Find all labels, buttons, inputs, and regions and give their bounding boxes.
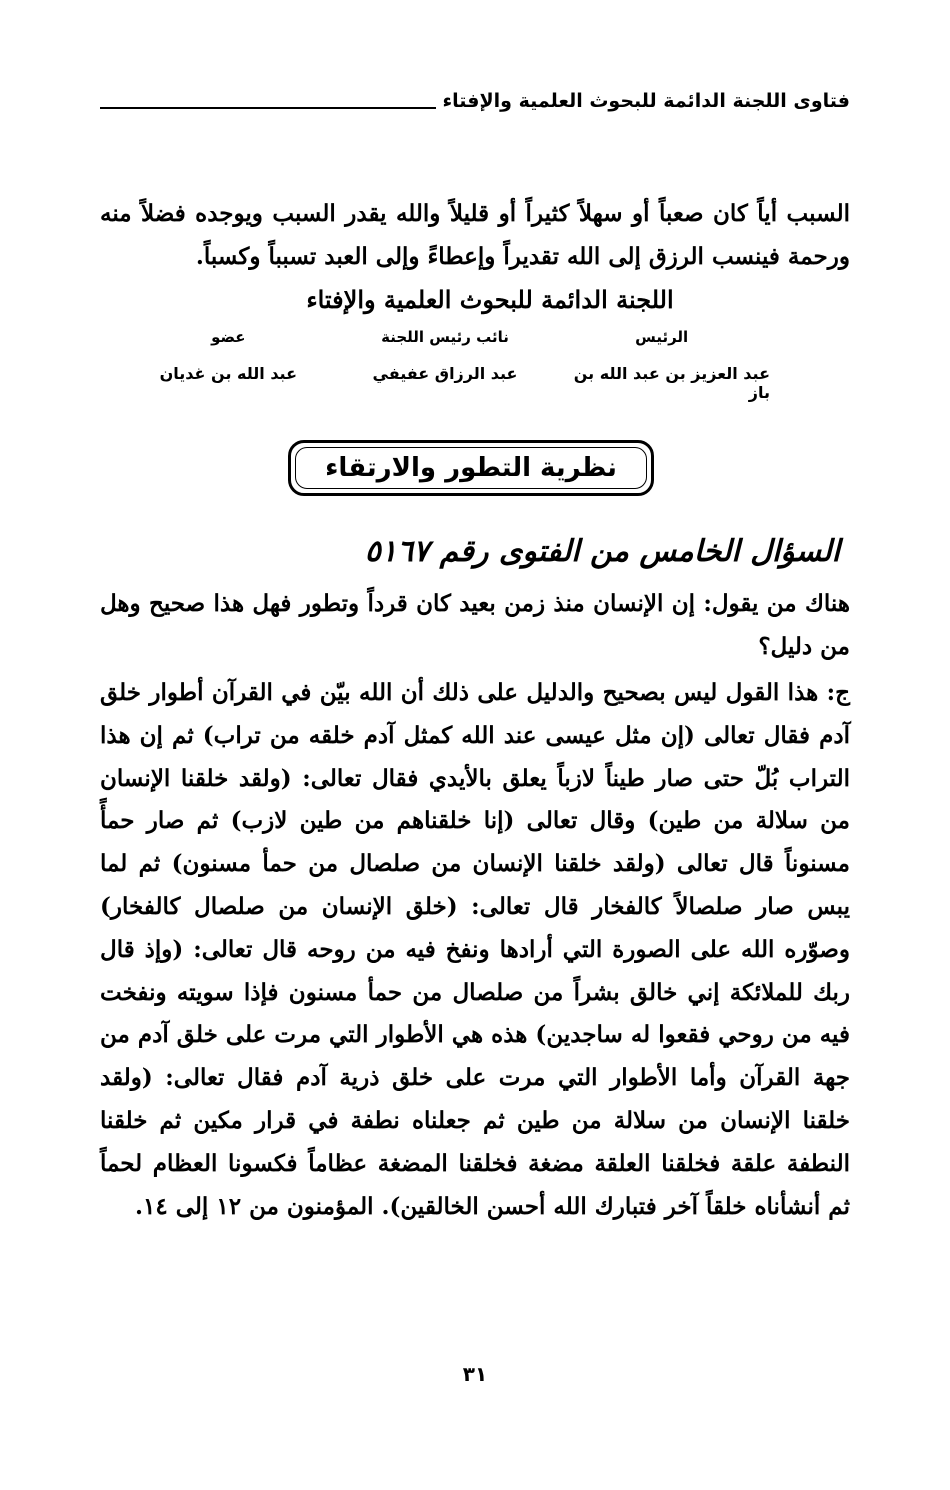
page-number: ٣١ <box>462 1362 488 1386</box>
question-heading: السؤال الخامس من الفتوى رقم ٥١٦٧ <box>364 534 840 569</box>
signatory-member <box>120 328 337 402</box>
question-text: هناك من يقول: إن الإنسان منذ زمن بعيد كان قرداً وتطور فهل هذا صحيح وهل من دليل؟ <box>100 590 850 660</box>
signatory-role: عضو <box>211 328 246 346</box>
section-title: نظرية التطور والارتقاء <box>325 453 617 483</box>
section-title-box <box>288 440 654 496</box>
signatory-name: عبد الرزاق عفيفي <box>372 364 518 383</box>
running-title: فتاوى اللجنة الدائمة للبحوث العلمية والإفتاء <box>442 90 850 112</box>
signatory-name: عبد العزيز بن عبد الله بن باز <box>573 364 770 402</box>
signatures-block <box>120 328 770 402</box>
signatory-name: عبد الله بن غديان <box>159 364 298 383</box>
committee-title: اللجنة الدائمة للبحوث العلمية والإفتاء <box>306 285 674 314</box>
signatory-role: نائب رئيس اللجنة <box>381 328 509 346</box>
answer-text: ج: هذا القول ليس بصحيح والدليل على ذلك أن الله بيّن في القرآن أطوار خلق آدم فقال تعالى (إن مثل عيسى عند الله كمثل آدم خلقه من تراب) ثم إن هذا التراب بُلّ حتى صار طيناً لازباً يعلق بالأيدي فقال تعالى: (ولقد خلقنا الإنسان من سلالة من طين) وقال تعالى (إنا خلقناهم من طين لازب) ثم صار حمأً مسنوناً قال تعالى (ولقد خلقنا الإنسان من صلصال من حمأ مسنون) ثم لما يبس صار صلصالاً كالفخار قال تعالى: (خلق الإنسان من صلصال كالفخار) وصوّره الله على الصورة التي أرادها ونفخ فيه من روحه قال تعالى: (وإذ قال ربك للملائكة إني خالق بشراً من صلصال من حمأ مسنون فإذا سويته ونفخت فيه من روحي فقعوا له ساجدين) هذه هي الأطوار التي مرت على خلق آدم من جهة القرآن وأما الأطوار التي مرت على خلق ذرية آدم فقال تعالى: (ولقد خلقنا الإنسان من سلالة من طين ثم جعلناه نطفة في قرار مكين ثم خلقنا النطفة علقة فخلقنا العلقة مضغة فخلقنا المضغة عظاماً فكسونا العظام لحماً ثم أنشأناه خلقاً آخر فتبارك الله أحسن الخالقين). المؤمنون من ١٢ إلى ١٤. <box>100 679 850 1220</box>
signatory-president <box>553 328 770 402</box>
previous-answer-text: السبب أياً كان صعباً أو سهلاً كثيراً أو قليلاً والله يقدر السبب ويوجده فضلاً منه ورحمة فينسب الرزق إلى الله تقديراً وإعطاءً وإلى العبد تسبباً وكسباً. <box>100 200 850 270</box>
running-header <box>100 84 850 114</box>
header-rule <box>100 107 436 109</box>
signatory-role: الرئيس <box>635 328 689 346</box>
signatory-vice-president <box>337 328 554 402</box>
